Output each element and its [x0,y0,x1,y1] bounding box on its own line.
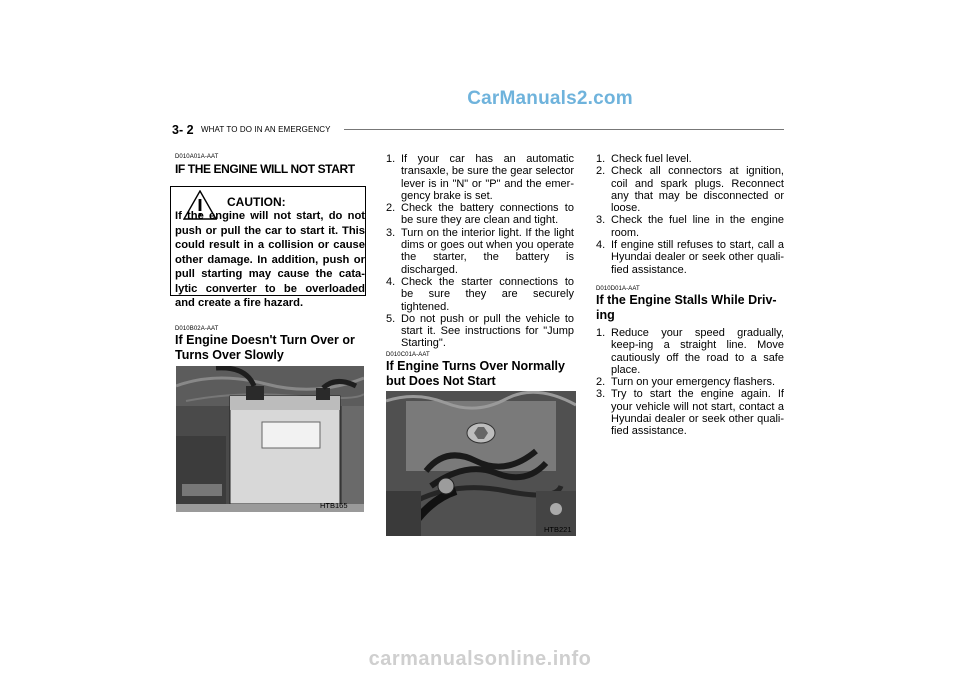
steps-list [596,153,784,276]
page-number: 3- 2 [172,123,194,137]
caution-body: If the engine will not start, do not push or pull the car to start it. This could result in a collision or cause other damage. In addition, push or pull starting may cause the cata-lytic converter to be overloaded and create a fire hazard. [175,210,365,309]
list-item: 1. If your car has an automatic transaxle, be sure the gear selector lever is in "N" or "P" and the emer-gency brake is set. [386,153,574,202]
section-heading: If Engine Doesn't Turn Over or Turns Over Slowly [175,333,355,362]
list-item: 1. Check fuel level. [596,153,692,165]
photo-label: HTB165 [320,501,348,510]
steps-list [596,327,784,438]
running-head: WHAT TO DO IN AN EMERGENCY [201,125,331,134]
section-code: D010B02A-AAT [175,326,219,332]
section-code: D010C01A-AAT [386,352,430,358]
section-heading: IF THE ENGINE WILL NOT START [175,162,355,176]
battery-photo [176,366,364,512]
list-item: 3. Turn on the interior light. If the light dims or goes out when you operate the starter, the battery is discharged. [386,226,574,276]
list-item: 1. Reduce your speed gradually, keep-ing a straight line. Move cautiously off the road to a safe place. [596,327,784,376]
header-rule [344,129,784,130]
list-item: 2. Check the battery connections to be sure they are clean and tight. [386,202,574,227]
battery-illustration [176,366,364,512]
watermark-bottom: carmanualsonline.info [368,648,592,670]
list-item: 4. If engine still refuses to start, call a Hyundai dealer or seek other quali-fied assistance. [596,239,784,276]
engine-photo [386,391,576,536]
list-item: 2. Turn on your emergency flashers. [596,376,776,389]
steps-list [386,153,574,350]
engine-illustration [386,391,576,536]
caution-title: CAUTION: [227,195,286,209]
section-code: D010D01A-AAT [596,286,640,292]
list-item: 5. Do not push or pull the vehicle to start it. See instructions for "Jump Starting". [386,312,574,350]
list-item: 3. Try to start the engine again. If your vehicle will not start, contact a Hyundai dealer or seek other quali-fied assistance. [596,388,784,438]
section-heading: If the Engine Stalls While Driv-ing [596,293,777,322]
list-item: 3. Check the fuel line in the engine room. [596,214,784,239]
photo-label: HTB221 [544,525,572,534]
list-item: 2. Check all connectors at ignition, coil and spark plugs. Reconnect any that may be disconnected or loose. [596,165,784,215]
watermark-top: CarManuals2.com [467,88,633,109]
section-heading: If Engine Turns Over Normally but Does Not Start [386,359,565,388]
section-code: D010A01A-AAT [175,154,219,160]
list-item: 4. Check the starter connections to be sure they are securely tightened. [386,275,574,313]
